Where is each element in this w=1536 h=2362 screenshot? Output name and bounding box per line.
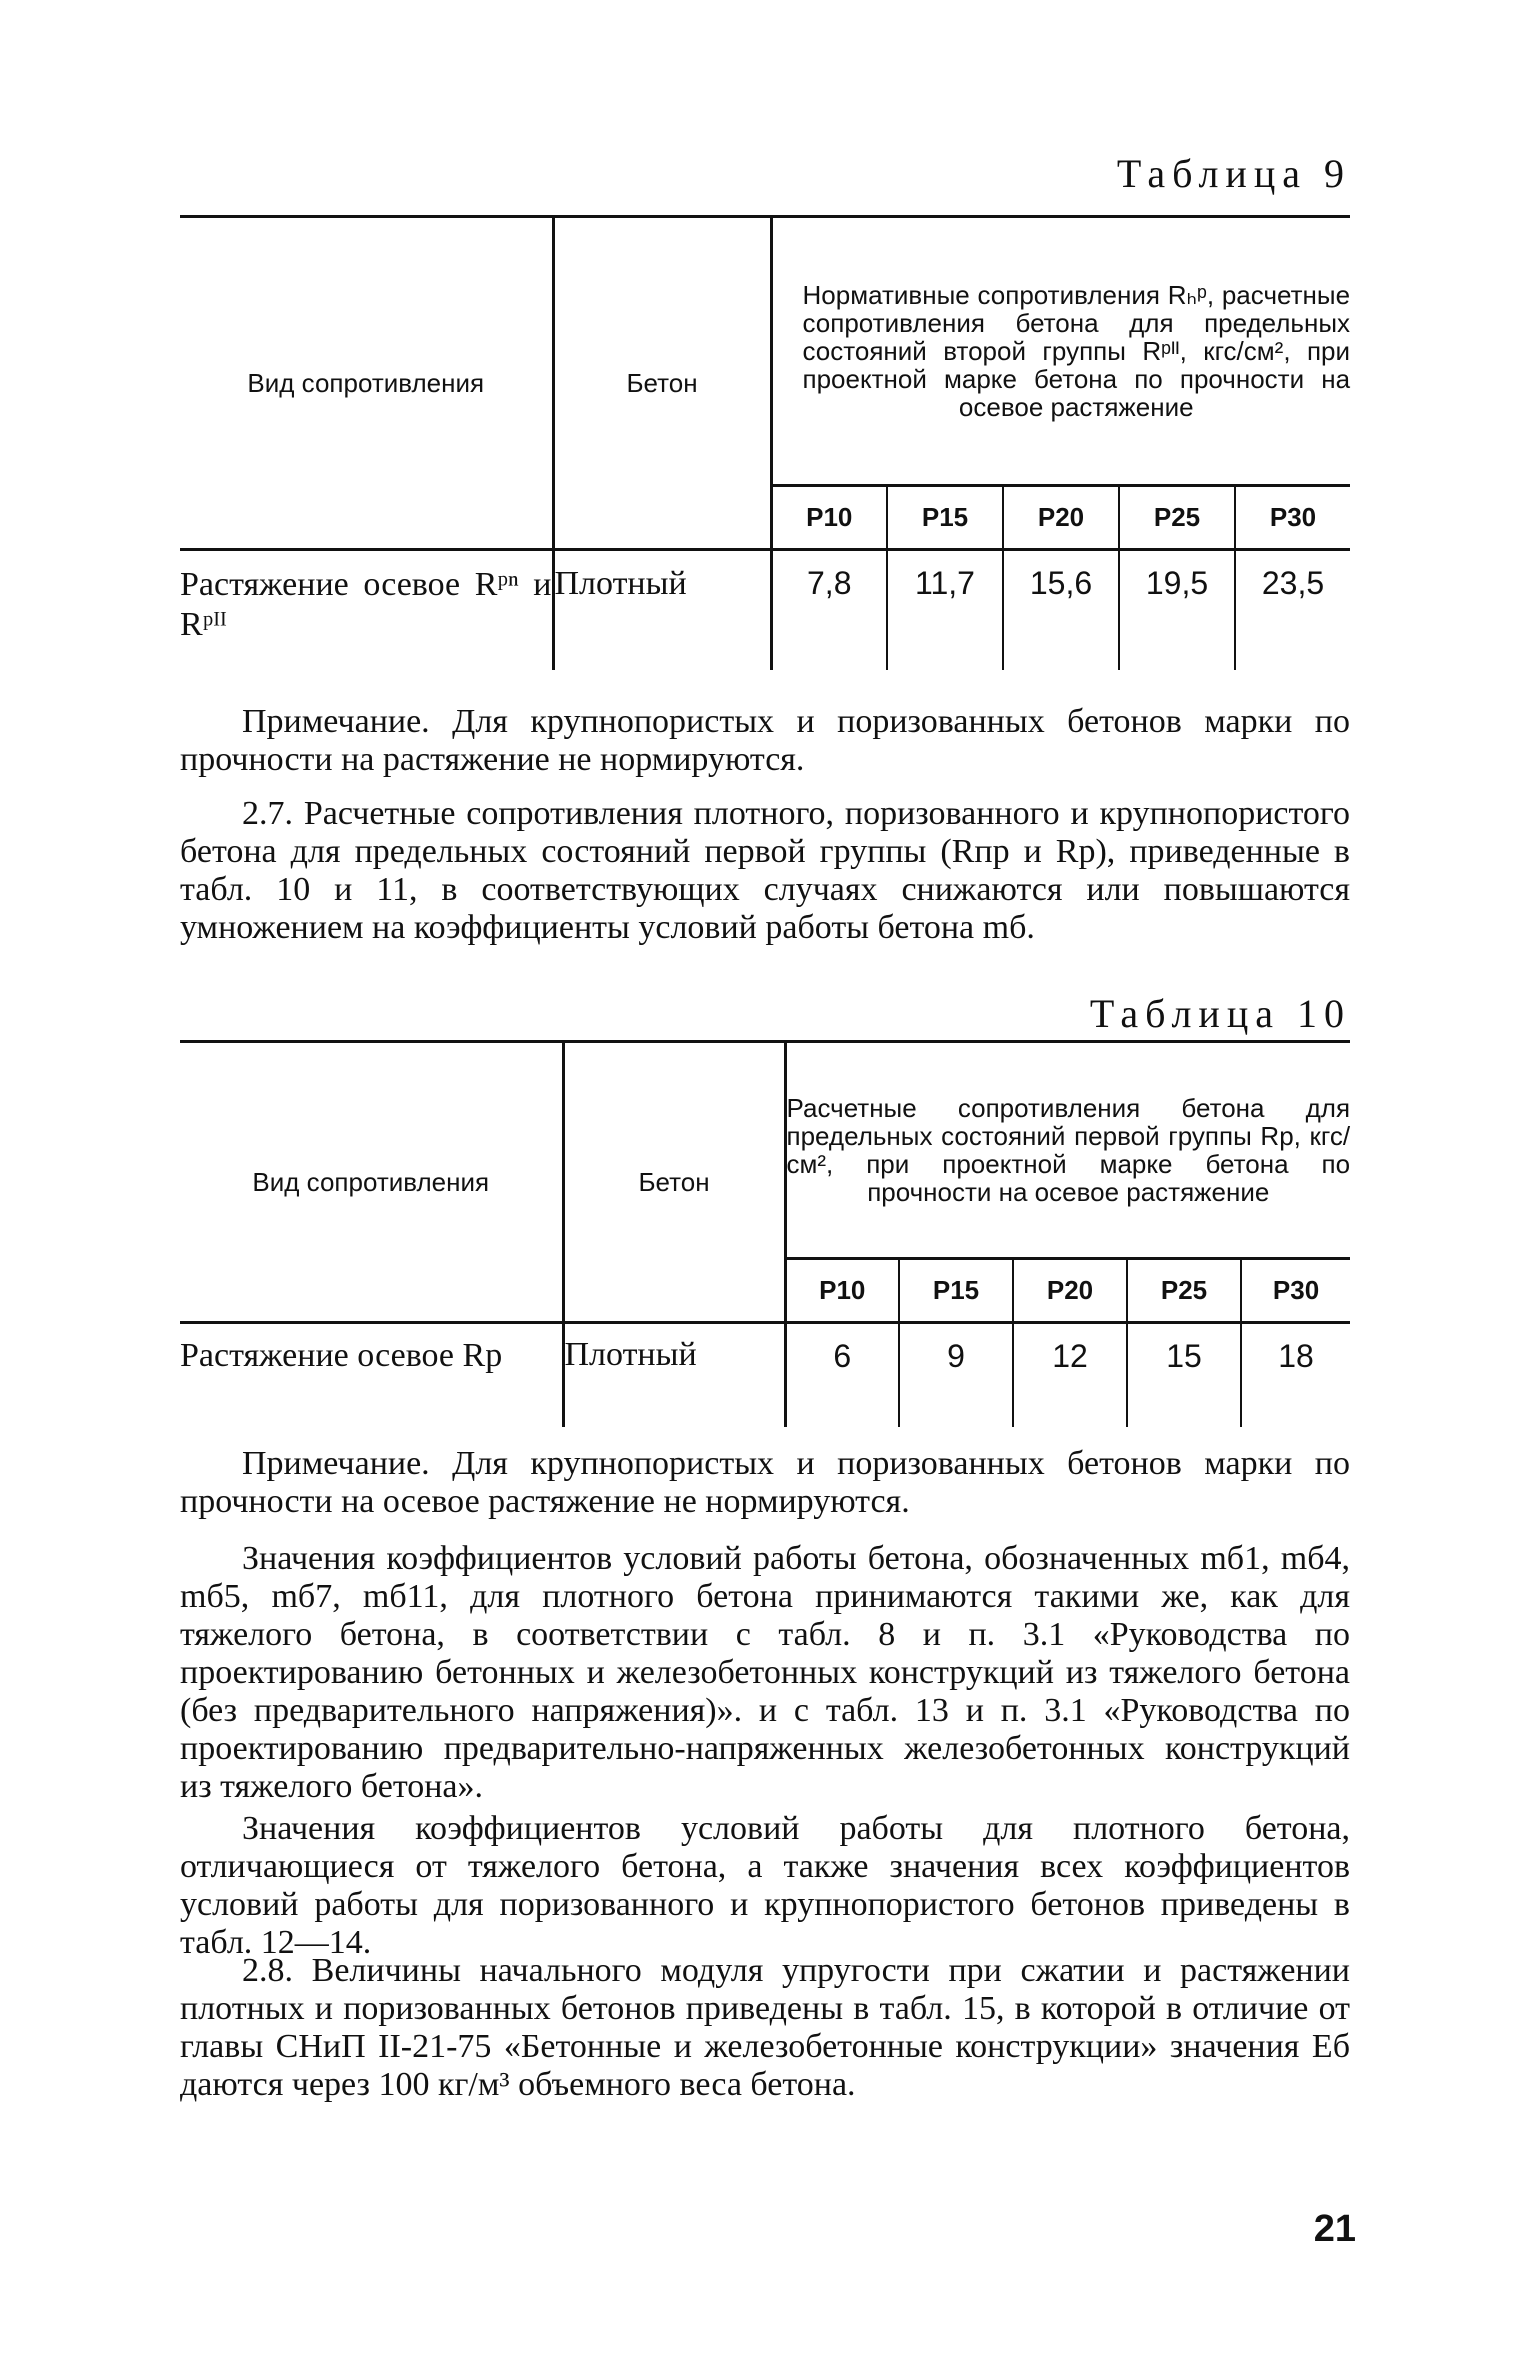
table9-row-concrete: Плотный (553, 550, 771, 670)
table10-title: Таблица 10 (1089, 991, 1351, 1036)
table9-col-type-header: Вид сопротивления (180, 217, 553, 550)
table10-value: 15 (1127, 1323, 1241, 1427)
table9-row-type: Растяжение осевое Rᵖⁿ и Rᵖᴵᴵ (180, 550, 553, 670)
paragraph-coefficients-1: Значения коэффициентов условий работы бетона, обозначенных mб1, mб4, mб5, mб7, mб11, для плотного бетона принимаются такими же, как для тяжелого бетона, в соответствии с табл. 8 и п. 3.1 «Руководства по проектированию бетонных и железобетонных конструкций из тяжелого бетона (без предварительного напряжения)». и с табл. 13 и п. 3.1 «Руководства по проектированию предварительно-напряженных железобетонных конструкций из тяжелого бетона». (180, 1540, 1350, 1805)
table9-value: 23,5 (1261, 565, 1325, 601)
table10-grade: Р15 (899, 1259, 1013, 1323)
table10-col-concrete-header: Бетон (563, 1042, 785, 1323)
table9-note: Примечание. Для крупнопористых и поризованных бетонов марки по прочности на растяжение не нормируются. (180, 703, 1350, 778)
table10-grade: Р30 (1241, 1259, 1350, 1323)
table9-grade: Р30 (1235, 486, 1350, 550)
table10-value: 18 (1278, 1338, 1314, 1374)
table10-values-header: Расчетные сопротивления бетона для предельных состояний первой группы Rр, кгс/см², при проектной марке бетона по прочности на осевое растяжение (785, 1042, 1350, 1259)
table9-values-header: Нормативные сопротивления Rₕᵖ, расчетные сопротивления бетона для предельных состояний второй группы Rᵖᴵᴵ, кгс/см², при проектной марке бетона по прочности на осевое растяжение (771, 217, 1350, 486)
table9-grade: Р25 (1119, 486, 1235, 550)
table10-col-type-header: Вид сопротивления (180, 1042, 563, 1323)
paragraph-2-7: 2.7. Расчетные сопротивления плотного, поризованного и крупнопористого бетона для предельных состояний первой группы (Rпр и Rр), приведенные в табл. 10 и 11, в соответствующих случаях снижаются или повышаются умножением на коэффициенты условий работы бетона mб. (180, 795, 1350, 946)
table10-grade: Р25 (1127, 1259, 1241, 1323)
table9-grade: Р20 (1003, 486, 1119, 550)
table9-value: 19,5 (1119, 550, 1235, 670)
table10-grade: Р10 (785, 1259, 899, 1323)
table10-row-type: Растяжение осевое Rр (180, 1323, 563, 1427)
table10-value: 9 (899, 1323, 1013, 1427)
paragraph-coefficients-2: Значения коэффициентов условий работы для плотного бетона, отличающиеся от тяжелого бетона, а также значения всех коэффициентов условий работы для поризованного и крупнопористого бетонов приведены в табл. 12—14. (180, 1810, 1350, 1961)
table9-grade: Р15 (887, 486, 1003, 550)
table9-col-concrete-header: Бетон (553, 217, 771, 550)
paragraph-2-8: 2.8. Величины начального модуля упругости при сжатии и растяжении плотных и поризованных бетонов приведены в табл. 15, в которой в отличие от главы СНиП II-21-75 «Бетонные и железобетонные конструкции» значения Eб даются через 100 кг/м³ объемного веса бетона. (180, 1952, 1350, 2103)
table10-row-concrete: Плотный (563, 1323, 785, 1427)
table9-title: Таблица 9 (1116, 151, 1351, 196)
table10-value: 12 (1013, 1323, 1127, 1427)
table9-value: 15,6 (1003, 550, 1119, 670)
table10-value: 6 (785, 1323, 899, 1427)
table10-note: Примечание. Для крупнопористых и поризованных бетонов марки по прочности на осевое растяжение не нормируются. (180, 1445, 1350, 1520)
table9 (180, 215, 1350, 670)
table10 (180, 1040, 1350, 1427)
page-number: 21 (1313, 2208, 1356, 2250)
table10-grade: Р20 (1013, 1259, 1127, 1323)
table9-value: 11,7 (887, 550, 1003, 670)
table9-value: 7,8 (771, 550, 887, 670)
table9-grade: Р10 (771, 486, 887, 550)
